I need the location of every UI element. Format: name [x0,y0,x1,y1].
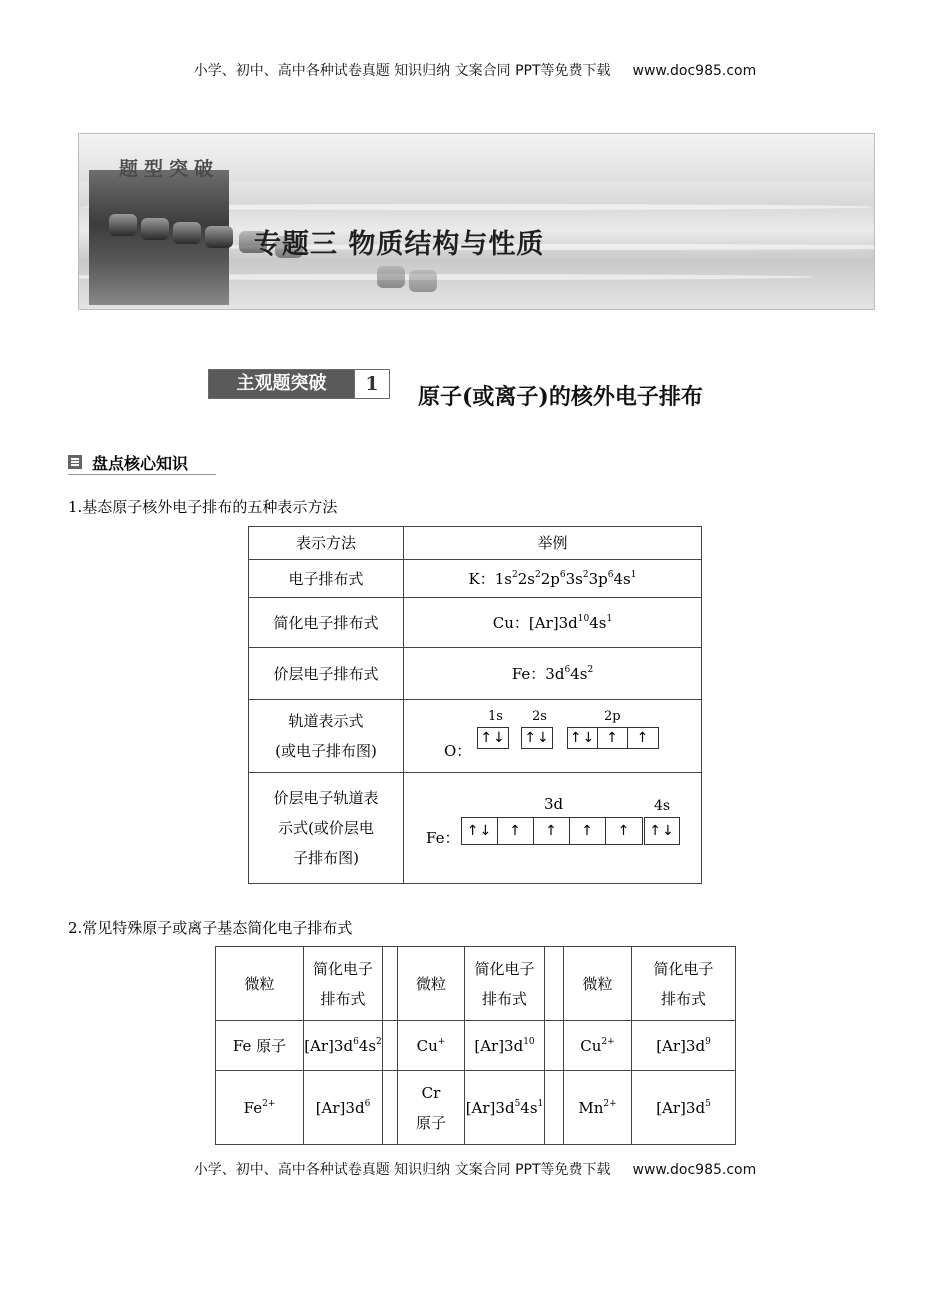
section-badge [208,369,390,399]
orbital-diagram-cell: O： 1s 2s 2p ↑↓ ↑↓ ↑↓ ↑ ↑ [404,700,702,773]
orbital-2p: ↑↓ ↑ ↑ [567,727,659,749]
table-header-cell: 简化电子 排布式 [632,947,736,1021]
valence-orbital-diagram-cell: Fe： 3d 4s ↑↓ ↑ ↑ ↑ ↑ ↑↓ [404,773,702,884]
config-cell: Cu：$[Ar]3d^{10}4s^1$ [404,598,702,648]
table-header-cell: 微粒 [398,947,465,1021]
banner-title: 专题三 物质结构与性质 [254,229,545,260]
point-2-heading: 2.常见特殊原子或离子基态简化电子排布式 [68,919,353,937]
table-header-cell: 举例 [404,527,702,560]
table-row: $Fe^{2+}$ $[Ar]3d^6$ Cr 原子 $[Ar]3d^54s^1$ $Mn^{2+}$ $[Ar]3d^5$ [216,1071,736,1145]
badge-number: 1 [354,370,389,398]
page-header [0,60,950,80]
section-title: 原子(或离子)的核外电子排布 [418,384,703,410]
header-site-link[interactable]: www.doc985.com [632,63,757,79]
table-row: 价层电子排布式 Fe：$3d^64s^2$ [249,648,702,700]
document-icon [68,455,82,469]
table-header-cell: 微粒 [564,947,632,1021]
orbital-1s: ↑↓ [477,727,509,749]
config-cell: Fe：$3d^64s^2$ [404,648,702,700]
representation-table [248,526,702,884]
topic-banner [78,133,875,310]
header-text: 小学、初中、高中各种试卷真题 知识归纳 文案合同 PPT等免费下载 [193,63,611,79]
table-row: 简化电子排布式 Cu：$[Ar]3d^{10}4s^1$ [249,598,702,648]
footer-text: 小学、初中、高中各种试卷真题 知识归纳 文案合同 PPT等免费下载 [193,1162,611,1178]
orbital-2s: ↑↓ [521,727,553,749]
special-configuration-table [215,946,736,1145]
table-row: 轨道表示式 (或电子排布图) O： 1s 2s 2p ↑↓ ↑↓ ↑↓ ↑ ↑ [249,700,702,773]
table-header-cell: 微粒 [216,947,304,1021]
orbital-4s: ↑↓ [644,817,680,845]
knowledge-heading: 盘点核心知识 [68,450,216,475]
banner-tag: 题型突破 [119,158,220,180]
table-row: Fe 原子 $[Ar]3d^64s^2$ Cu+ $[Ar]3d^{10}$ $Cu^{2+}$ $[Ar]3d^9$ [216,1021,736,1071]
table-row: 电子排布式 K：$1s^22s^22p^63s^23p^64s^1$ [249,560,702,598]
table-header-cell: 简化电子 排布式 [304,947,383,1021]
table-header-cell: 简化电子 排布式 [465,947,545,1021]
page-footer [0,1159,950,1179]
footer-site-link[interactable]: www.doc985.com [632,1162,757,1178]
point-1-heading: 1.基态原子核外电子排布的五种表示方法 [68,498,338,516]
table-row: 价层电子轨道表 示式(或价层电 子排布图) Fe： 3d 4s ↑↓ ↑ ↑ ↑ ↑ ↑↓ [249,773,702,884]
table-header-cell: 表示方法 [249,527,404,560]
orbital-3d: ↑↓ ↑ ↑ ↑ ↑ [461,817,643,845]
config-cell: K：$1s^22s^22p^63s^23p^64s^1$ [404,560,702,598]
badge-label: 主观题突破 [236,373,327,394]
